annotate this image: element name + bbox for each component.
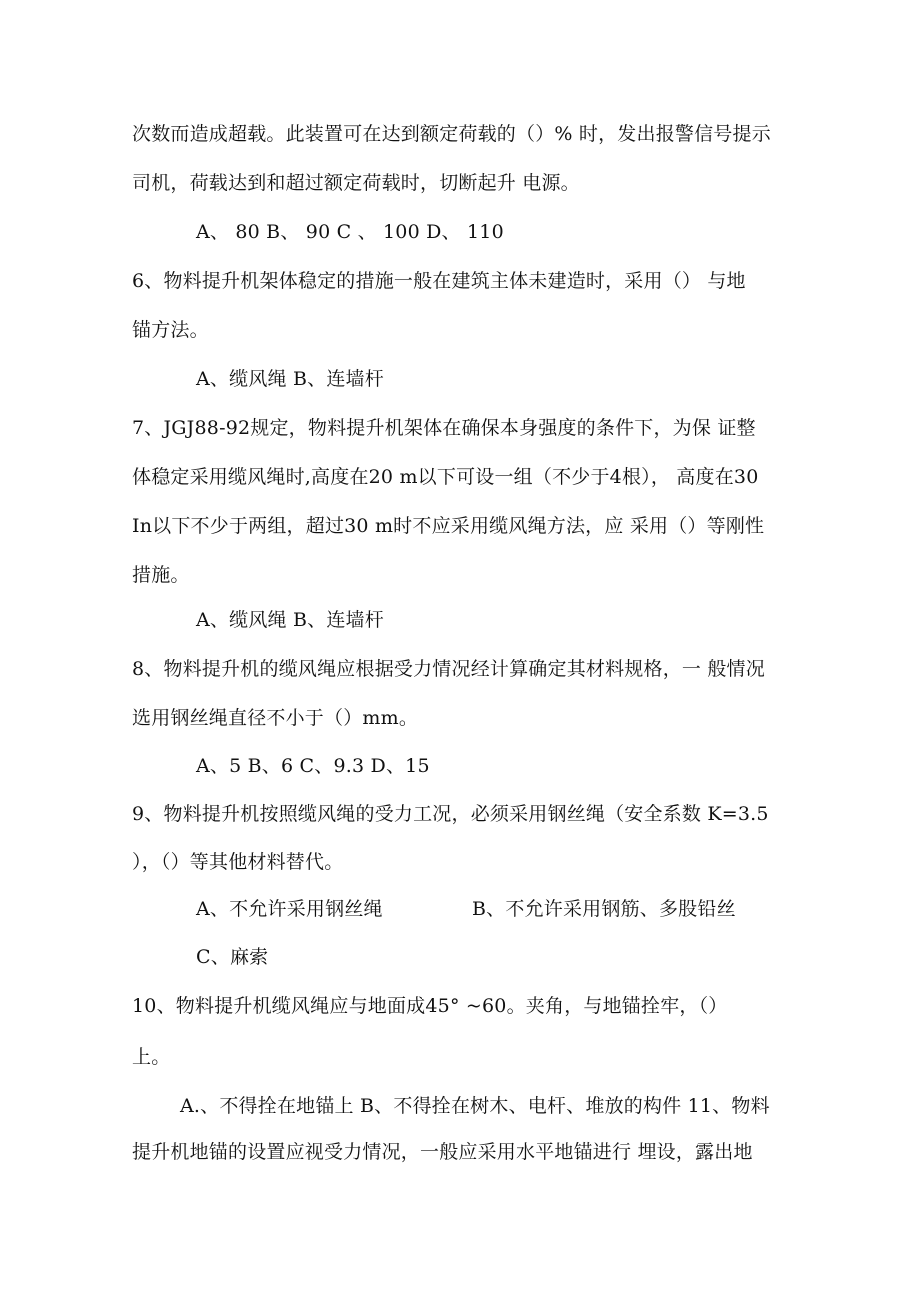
answer-option-c: C、麻索 bbox=[196, 946, 269, 968]
text-line: 选用钢丝绳直径不小于（）mm。 bbox=[132, 707, 419, 729]
text-line: ），（）等其他材料替代。 bbox=[132, 851, 344, 873]
text-line: 司机，荷载达到和超过额定荷载时，切断起升 电源。 bbox=[132, 172, 580, 194]
text-line: 锚方法。 bbox=[132, 319, 209, 341]
answer-option-a: A、不允许采用钢丝绳 bbox=[196, 898, 383, 920]
text-line: 上。 bbox=[132, 1046, 171, 1068]
text-line: 次数而造成超载。此装置可在达到额定荷载的（）% 时，发出报警信号提示 bbox=[132, 123, 771, 145]
question-7: 7、JGJ88-92规定，物料提升机架体在确保本身强度的条件下，为保 证整 bbox=[132, 417, 756, 439]
text-line: 措施。 bbox=[132, 564, 190, 586]
question-10: 10、物料提升机缆风绳应与地面成45° ~60。夹角，与地锚拴牢，（） bbox=[132, 995, 728, 1017]
answer-options: A、缆风绳 B、连墙杆 bbox=[196, 368, 384, 390]
question-6: 6、物料提升机架体稳定的措施一般在建筑主体未建造时，采用（） 与地 bbox=[132, 270, 746, 292]
text-line: 体稳定采用缆风绳时,高度在20 m以下可设一组（不少于4根）， 高度在30 bbox=[132, 466, 759, 488]
answer-options: A、缆风绳 B、连墙杆 bbox=[196, 609, 384, 631]
answer-options: A.、不得拴在地锚上 B、不得拴在树木、电杆、堆放的构件 11、物料 bbox=[180, 1095, 770, 1117]
answer-options: A、5 B、6 C、9.3 D、15 bbox=[196, 755, 430, 777]
answer-option-b: B、不允许采用钢筋、多股铅丝 bbox=[472, 898, 736, 920]
question-11: 提升机地锚的设置应视受力情况，一般应采用水平地锚进行 埋设，露出地 bbox=[132, 1141, 753, 1163]
text-line: In以下不少于两组，超过30 m时不应采用缆风绳方法，应 采用（）等刚性 bbox=[132, 515, 765, 537]
question-8: 8、物料提升机的缆风绳应根据受力情况经计算确定其材料规格，一 般情况 bbox=[132, 658, 765, 680]
answer-options: A、 80 B、 90 C 、 100 D、 110 bbox=[196, 221, 504, 243]
question-9: 9、物料提升机按照缆风绳的受力工况，必须采用钢丝绳（安全系数 K=3.5 bbox=[132, 803, 769, 825]
